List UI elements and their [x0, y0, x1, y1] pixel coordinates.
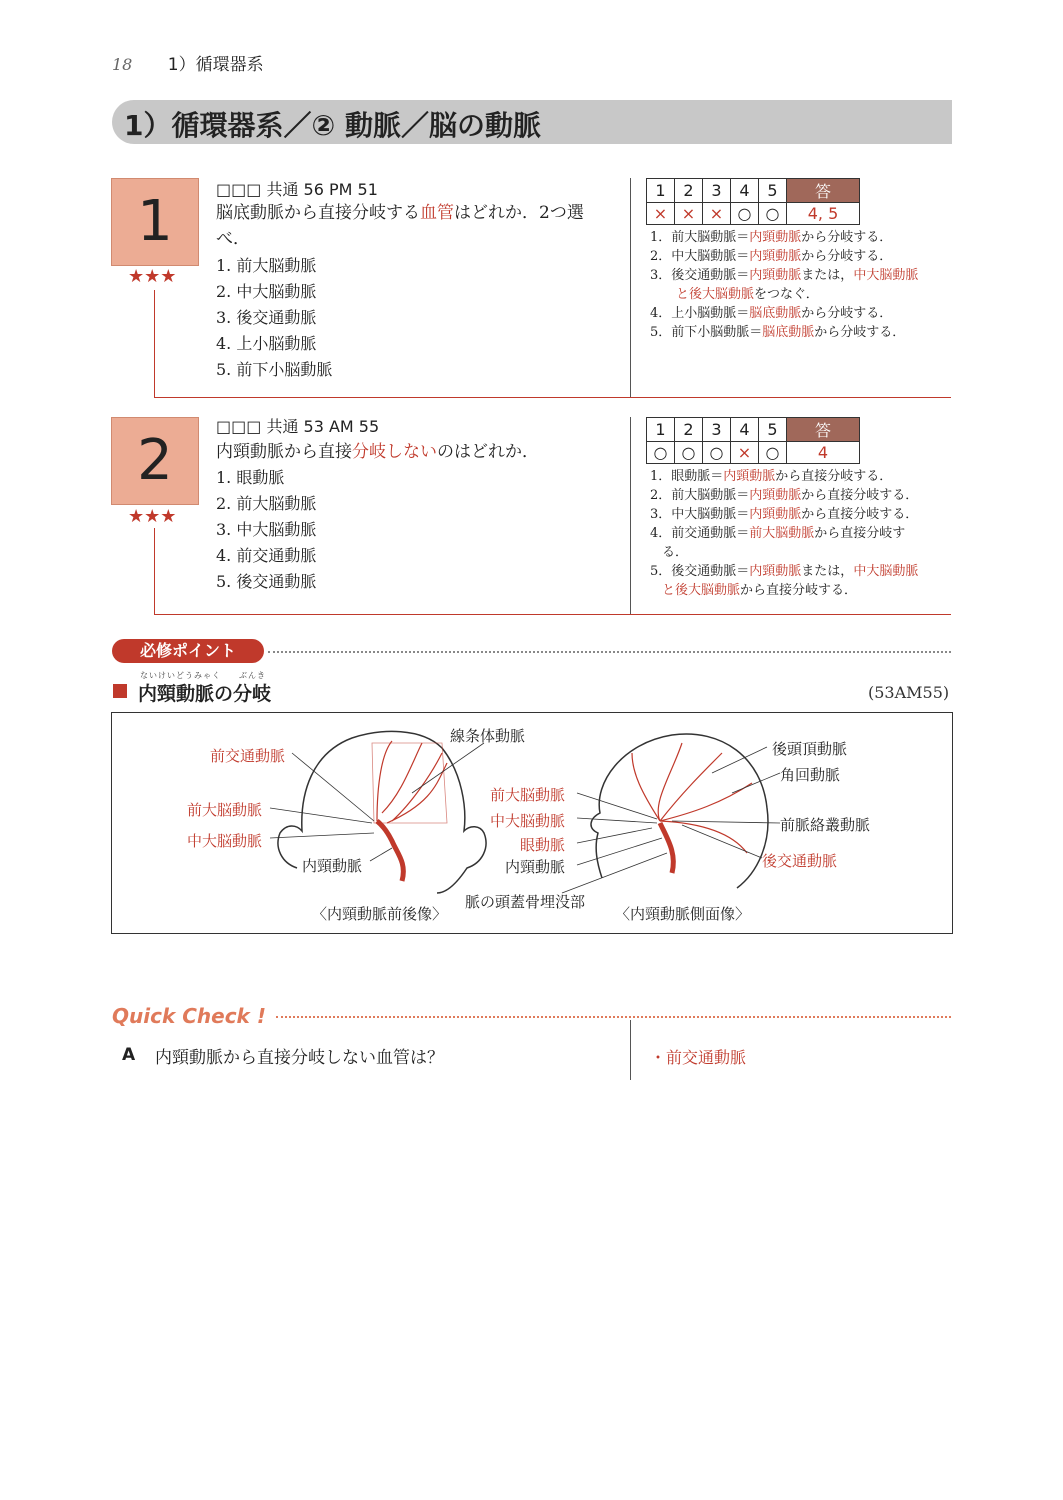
label-anterior-choroidal: 前脈絡叢動脈	[780, 816, 871, 834]
answer-value: 4	[787, 442, 860, 464]
caption-side: 〈内頸動脈側面像〉	[615, 905, 751, 923]
column-divider	[630, 1020, 631, 1080]
label-middle-cerebral-side: 中大脳動脈	[490, 812, 566, 830]
answer-grid: 1 2 3 4 5 答 ○ ○ ○ × ○ 4	[646, 417, 860, 464]
head-outline-side	[591, 734, 768, 888]
dotted-rule	[268, 651, 951, 653]
explanation-list: 1．眼動脈＝内頸動脈から直接分岐する． 2．前大脳動脈＝内頸動脈から直接分岐する． 3．中大脳動脈＝内頸動脈から直接分岐する． 4．前交通動脈＝前大脳動脈から直接分岐す る． 5．後交通動脈＝内頸動脈または，中大脳動脈 と後大脳動脈から直接分岐する．	[650, 469, 919, 598]
difficulty-stars: ★★★	[128, 266, 177, 287]
option-item: 2. 中大脳動脈	[216, 282, 317, 301]
bracket-line	[154, 614, 951, 615]
option-item: 1. 前大脳動脈	[216, 256, 317, 275]
dotted-rule	[276, 1016, 951, 1018]
option-item: 5. 後交通動脈	[216, 572, 317, 591]
square-bullet-icon	[113, 684, 127, 698]
question-meta: □□□ 共通 56 PM 51	[216, 180, 378, 199]
ruby-text: ないけいどうみゃく ぶんき	[140, 671, 266, 680]
difficulty-stars: ★★★	[128, 506, 177, 527]
label-anterior-cerebral-side: 前大脳動脈	[490, 786, 566, 804]
answer-value: 4, 5	[787, 203, 860, 225]
option-item: 1. 眼動脈	[216, 468, 285, 487]
label-anterior-communicating: 前交通動脈	[210, 747, 286, 765]
option-item: 2. 前大脳動脈	[216, 494, 317, 513]
label-posterior-communicating: 後交通動脈	[762, 852, 838, 870]
option-list	[216, 465, 316, 595]
explanation-list: 1．前大脳動脈＝内頸動脈から分岐する． 2．中大脳動脈＝内頸動脈から分岐する． 3．後交通動脈＝内頸動脈または，中大脳動脈 と後大脳動脈をつなぐ． 4．上小脳動脈＝脳底動脈から分岐する． 5．前下小脳動脈＝脳底動脈から分岐する．	[650, 230, 919, 340]
chapter-title: 1）循環器系／② 動脈／脳の動脈	[124, 109, 541, 142]
question-number-box: 2	[111, 417, 199, 505]
quick-check-label: A	[122, 1045, 136, 1065]
label-middle-cerebral: 中大脳動脈	[187, 832, 263, 850]
option-list	[216, 253, 332, 383]
question-number-box: 1	[111, 178, 199, 266]
label-ophthalmic: 眼動脈	[520, 836, 566, 854]
question-text: 内頸動脈から直接分岐しないのはどれか．	[216, 442, 539, 462]
carotid-front	[377, 821, 403, 881]
option-item: 4. 上小脳動脈	[216, 334, 317, 353]
answer-header: 答	[787, 179, 860, 203]
running-header	[112, 50, 264, 75]
column-divider	[630, 417, 631, 614]
bracket-line	[154, 397, 951, 398]
column-divider	[630, 178, 631, 397]
diagram-box	[111, 712, 953, 934]
label-striate: 線条体動脈	[450, 727, 526, 745]
bracket-line	[154, 528, 155, 615]
question-meta: □□□ 共通 53 AM 55	[216, 417, 380, 436]
option-item: 5. 前下小脳動脈	[216, 360, 333, 379]
option-item: 4. 前交通動脈	[216, 546, 317, 565]
answer-grid: 1 2 3 4 5 答 × × × ○ ○ 4, 5	[646, 178, 860, 225]
bracket-line	[154, 290, 155, 398]
question-text: 脳底動脈から直接分岐する血管はどれか．2つ選 べ．	[216, 203, 584, 249]
label-posterior-parietal: 後頭頂動脈	[772, 740, 848, 758]
label-anterior-cerebral: 前大脳動脈	[187, 801, 263, 819]
label-internal-carotid-side: 内頸動脈	[505, 858, 566, 876]
source-ref: (53AM55)	[868, 683, 950, 702]
branches-side	[632, 743, 752, 853]
branches-front	[377, 741, 447, 823]
option-item: 3. 中大脳動脈	[216, 520, 317, 539]
page-number: 18	[112, 55, 133, 74]
chapter-title-bar	[112, 100, 952, 144]
quick-check-title: Quick Check !	[112, 1004, 266, 1028]
caption-front: 〈内頸動脈前後像〉	[312, 905, 448, 923]
answer-header: 答	[787, 418, 860, 442]
quick-check-question: 内頸動脈から直接分岐しない血管は？	[155, 1048, 444, 1068]
quick-check-answer: ・前交通動脈	[650, 1048, 747, 1067]
point-heading: 内頸動脈の分岐	[138, 683, 272, 705]
point-badge: 必修ポイント	[112, 639, 264, 663]
label-internal-carotid: 内頸動脈	[302, 857, 363, 875]
option-item: 3. 後交通動脈	[216, 308, 317, 327]
label-angular: 角回動脈	[780, 766, 841, 784]
carotid-side	[660, 823, 673, 873]
label-skull-embedded: 脈の頭蓋骨埋没部	[465, 893, 586, 911]
section-name: 1）循環器系	[167, 55, 264, 75]
